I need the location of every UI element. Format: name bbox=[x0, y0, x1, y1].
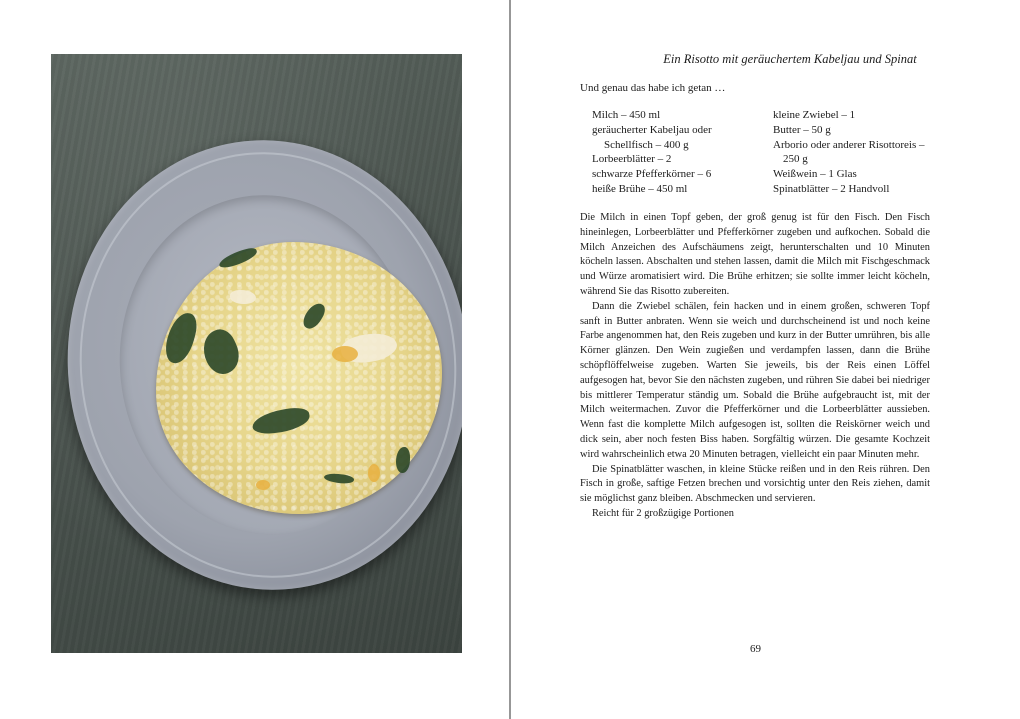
method-paragraph: Die Milch in einen Topf geben, der groß genug ist für den Fisch. Den Fisch hineinlegen, Lorbeerblätter und Pfefferkörner zugeben und aufkochen. Sobald die Milch Anzeichen des Aufschäumens zeigt, herunterschalten und 10 Minuten köcheln lassen. Abschalten und stehen lassen, damit die Milch mit Fischgeschmack und Würze aromatisiert wird. Die Brühe erhitzen; sie sollte immer leicht köcheln, während Sie das Risotto zubereiten. bbox=[580, 212, 930, 297]
ingredient-item: Lorbeerblätter – 2 bbox=[592, 153, 672, 166]
fish-piece bbox=[368, 464, 380, 482]
ingredient-item: kleine Zwiebel – 1 bbox=[773, 109, 856, 121]
method-paragraph: Die Spinatblätter waschen, in kleine Stücke reißen und in den Reis rühren. Den Fisch in große, saftige Fetzen brechen und vorsichtig unter den Reis ziehen, damit sie möglichst ganz bleiben. Abschmecken und servieren. bbox=[580, 463, 930, 505]
ingredient-list-left bbox=[592, 108, 712, 197]
risotto-photo bbox=[51, 54, 462, 653]
fish-piece bbox=[230, 290, 256, 304]
ingredient-item: Weißwein – 1 Glas bbox=[773, 168, 857, 181]
recipe-intro: Und genau das habe ich getan … bbox=[580, 82, 726, 94]
right-page bbox=[511, 0, 1020, 719]
spinach-leaf bbox=[324, 472, 355, 485]
spinach-leaf bbox=[300, 300, 328, 332]
ingredient-item: Milch – 450 ml bbox=[592, 109, 661, 121]
ingredient-item: Arborio oder anderer Risottoreis – bbox=[773, 138, 925, 151]
page-number: 69 bbox=[750, 643, 761, 655]
ingredient-item: Butter – 50 g bbox=[773, 123, 831, 136]
fish-piece bbox=[332, 346, 358, 362]
ingredient-item: 250 g bbox=[783, 153, 808, 166]
fish-piece bbox=[256, 480, 270, 490]
ingredient-list-right bbox=[773, 108, 925, 197]
spinach-leaf bbox=[196, 325, 245, 379]
ingredient-item: geräucherter Kabeljau oder bbox=[592, 123, 712, 136]
recipe-method bbox=[580, 211, 930, 522]
risotto bbox=[156, 242, 442, 514]
spinach-leaf bbox=[251, 405, 312, 437]
ingredient-item: schwarze Pfefferkörner – 6 bbox=[592, 168, 712, 181]
ingredient-item: heiße Brühe – 450 ml bbox=[592, 182, 688, 195]
servings-note: Reicht für 2 großzügige Portionen bbox=[592, 507, 734, 519]
method-paragraph: Dann die Zwiebel schälen, fein hacken und in einem großen, schweren Topf sanft in Butter anbraten. Wenn sie weich und durchscheinend ist und noch keine Farbe angenommen hat, den Reis zugeben und kurz in der Butter umrühren, bis alle Körner glänzen. Den Wein zugießen und verdampfen lassen, dann die Brühe schöpflöffelweise zugeben. Warten Sie jeweils, bis der Reis einen Löffel aufgesogen hat, bevor Sie den nächsten zugeben, und rühren Sie dabei bei niedriger bis mittlerer Temperatur ständig um. Sobald die Brühe aufgebraucht ist, mit der Milch weitermachen. Zuvor die Pfefferkörner und die Lorbeerblätter aussieben. Wenn fast die komplette Milch aufgesogen ist, sollten die Reiskörner weich und dick sein, aber noch festen Biss haben. Sorgfältig würzen. Die gesamte Kochzeit wird wahrscheinlich etwa 20 Minuten betragen, vielleicht ein paar Minuten mehr. bbox=[580, 300, 930, 460]
recipe-title: Ein Risotto mit geräuchertem Kabeljau und Spinat bbox=[663, 52, 917, 66]
ingredient-item: Spinatblätter – 2 Handvoll bbox=[773, 182, 890, 195]
ingredient-item: Schellfisch – 400 g bbox=[604, 138, 689, 151]
